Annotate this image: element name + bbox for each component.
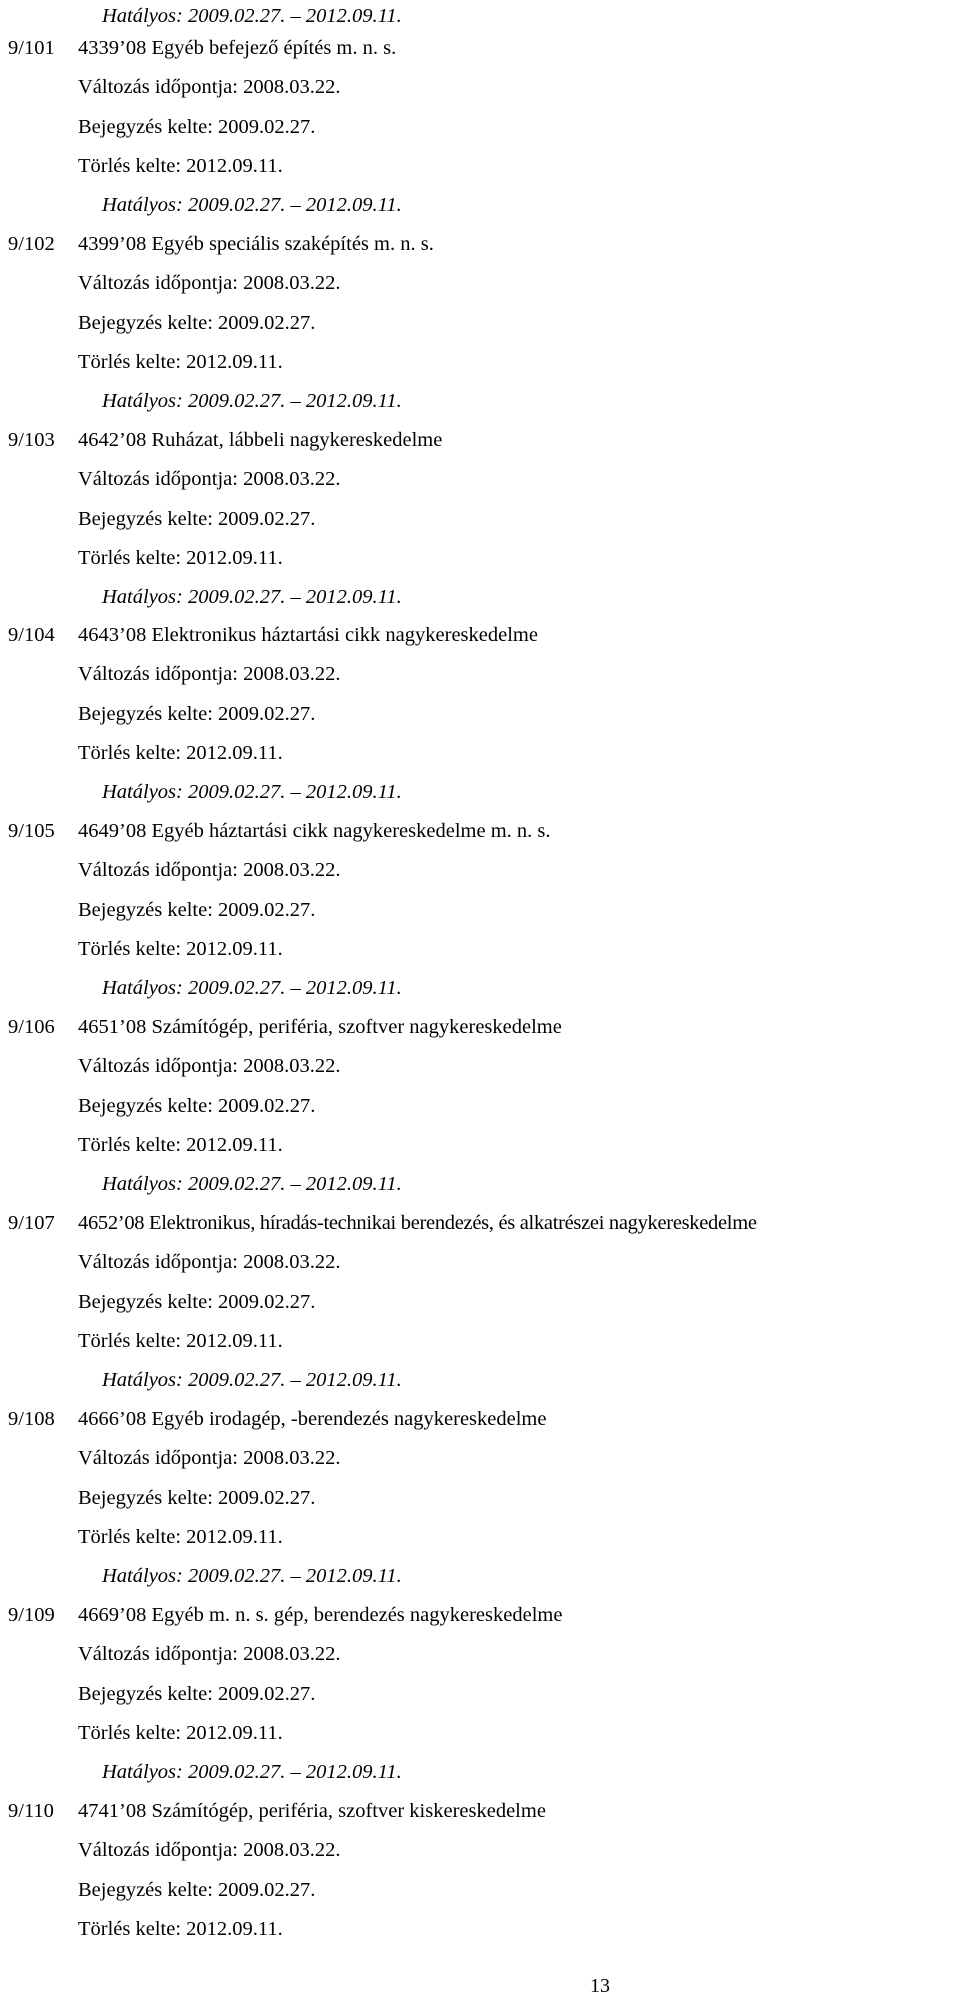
entry-number: 9/110	[8, 1800, 54, 1822]
entry-number: 9/101	[8, 37, 55, 59]
entry-activity: 4339’08 Egyéb befejező építés m. n. s.	[78, 37, 397, 59]
entry-activity: 4399’08 Egyéb speciális szaképítés m. n. s.	[78, 233, 434, 255]
entry-number: 9/102	[8, 233, 55, 255]
entry-activity: 4669’08 Egyéb m. n. s. gép, berendezés nagykereskedelme	[78, 1604, 563, 1626]
entry-registration-date: Bejegyzés kelte: 2009.02.27.	[78, 703, 316, 725]
entry-deletion-date: Törlés kelte: 2012.09.11.	[78, 742, 283, 764]
entry-change-date: Változás időpontja: 2008.03.22.	[78, 1839, 341, 1861]
entry-deletion-date: Törlés kelte: 2012.09.11.	[78, 547, 283, 569]
entry-registration-date: Bejegyzés kelte: 2009.02.27.	[78, 1879, 316, 1901]
entry-validity: Hatályos: 2009.02.27. – 2012.09.11.	[102, 977, 402, 999]
entry-registration-date: Bejegyzés kelte: 2009.02.27.	[78, 1487, 316, 1509]
entry-registration-date: Bejegyzés kelte: 2009.02.27.	[78, 1683, 316, 1705]
entry-change-date: Változás időpontja: 2008.03.22.	[78, 1643, 341, 1665]
entry-activity: 4642’08 Ruházat, lábbeli nagykereskedelme	[78, 429, 443, 451]
entry-change-date: Változás időpontja: 2008.03.22.	[78, 468, 341, 490]
entry-deletion-date: Törlés kelte: 2012.09.11.	[78, 1722, 283, 1744]
entry-change-date: Változás időpontja: 2008.03.22.	[78, 1251, 341, 1273]
entry-validity: Hatályos: 2009.02.27. – 2012.09.11.	[102, 1369, 402, 1391]
entry-validity: Hatályos: 2009.02.27. – 2012.09.11.	[102, 390, 402, 412]
entry-deletion-date: Törlés kelte: 2012.09.11.	[78, 1134, 283, 1156]
entry-change-date: Változás időpontja: 2008.03.22.	[78, 272, 341, 294]
entry-change-date: Változás időpontja: 2008.03.22.	[78, 76, 341, 98]
entry-validity: Hatályos: 2009.02.27. – 2012.09.11.	[102, 586, 402, 608]
entry-validity: Hatályos: 2009.02.27. – 2012.09.11.	[102, 1565, 402, 1587]
entry-activity: 4643’08 Elektronikus háztartási cikk nagykereskedelme	[78, 624, 538, 646]
entry-validity: Hatályos: 2009.02.27. – 2012.09.11.	[102, 1173, 402, 1195]
entry-registration-date: Bejegyzés kelte: 2009.02.27.	[78, 1291, 316, 1313]
page-number: 13	[590, 1975, 610, 1997]
entry-deletion-date: Törlés kelte: 2012.09.11.	[78, 1918, 283, 1940]
entry-registration-date: Bejegyzés kelte: 2009.02.27.	[78, 312, 316, 334]
entry-registration-date: Bejegyzés kelte: 2009.02.27.	[78, 116, 316, 138]
entry-deletion-date: Törlés kelte: 2012.09.11.	[78, 155, 283, 177]
entry-number: 9/103	[8, 429, 55, 451]
entry-registration-date: Bejegyzés kelte: 2009.02.27.	[78, 1095, 316, 1117]
entry-validity: Hatályos: 2009.02.27. – 2012.09.11.	[102, 781, 402, 803]
entry-validity: Hatályos: 2009.02.27. – 2012.09.11.	[102, 194, 402, 216]
entry-registration-date: Bejegyzés kelte: 2009.02.27.	[78, 508, 316, 530]
entry-deletion-date: Törlés kelte: 2012.09.11.	[78, 938, 283, 960]
entry-change-date: Változás időpontja: 2008.03.22.	[78, 663, 341, 685]
entry-change-date: Változás időpontja: 2008.03.22.	[78, 859, 341, 881]
entry-number: 9/108	[8, 1408, 55, 1430]
entry-change-date: Változás időpontja: 2008.03.22.	[78, 1447, 341, 1469]
entry-number: 9/106	[8, 1016, 55, 1038]
entry-number: 9/107	[8, 1212, 55, 1234]
entry-activity: 4649’08 Egyéb háztartási cikk nagykereskedelme m. n. s.	[78, 820, 551, 842]
entry-activity: 4666’08 Egyéb irodagép, -berendezés nagykereskedelme	[78, 1408, 547, 1430]
entry-registration-date: Bejegyzés kelte: 2009.02.27.	[78, 899, 316, 921]
entry-validity: Hatályos: 2009.02.27. – 2012.09.11.	[102, 1761, 402, 1783]
entry-activity: 4652’08 Elektronikus, híradás-technikai berendezés, és alkatrészei nagykereskedelme	[78, 1212, 757, 1234]
entry-activity: 4651’08 Számítógép, periféria, szoftver nagykereskedelme	[78, 1016, 562, 1038]
entry-number: 9/104	[8, 624, 55, 646]
entry-number: 9/105	[8, 820, 55, 842]
top-validity-line: Hatályos: 2009.02.27. – 2012.09.11.	[102, 5, 402, 27]
entry-activity: 4741’08 Számítógép, periféria, szoftver kiskereskedelme	[78, 1800, 546, 1822]
entry-deletion-date: Törlés kelte: 2012.09.11.	[78, 1526, 283, 1548]
entry-change-date: Változás időpontja: 2008.03.22.	[78, 1055, 341, 1077]
entry-deletion-date: Törlés kelte: 2012.09.11.	[78, 1330, 283, 1352]
entry-number: 9/109	[8, 1604, 55, 1626]
entry-deletion-date: Törlés kelte: 2012.09.11.	[78, 351, 283, 373]
